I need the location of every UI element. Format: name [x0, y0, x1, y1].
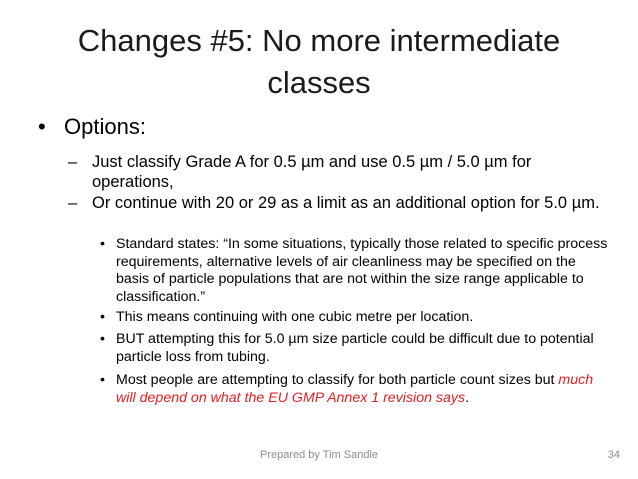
detail-text-2: This means continuing with one cubic metre per location.: [116, 309, 474, 325]
footer-author: Prepared by Tim Sandle: [259, 449, 378, 461]
detail-item-3: [100, 331, 608, 366]
page-number: 34: [607, 449, 620, 461]
option-item-2: [68, 193, 608, 213]
option-dash-marker: –: [68, 194, 78, 212]
detail-bullet-marker: •: [100, 236, 105, 252]
option-item-1: [68, 152, 608, 192]
detail-bullet-marker: •: [100, 372, 105, 388]
options-bullet-marker: •: [38, 114, 46, 139]
detail-item-1: [100, 236, 608, 306]
detail-text-1: Standard states: “In some situations, typically those related to specific process requirements, alternative levels of air cleanliness may be specified on the basis of particle populations that are not within the size range applicable to classification.”: [116, 236, 608, 305]
slide-title: [40, 20, 598, 104]
detail-bullet-marker: •: [100, 331, 105, 347]
annex-1-emphasis: much will depend on what the EU GMP Annex 1 revision says: [116, 372, 594, 406]
detail-text-3: BUT attempting this for 5.0 µm size particle could be difficult due to potential particle loss from tubing.: [116, 331, 594, 365]
option-text-1: Just classify Grade A for 0.5 µm and use 0.5 µm / 5.0 µm for operations,: [92, 153, 532, 191]
detail-item-2: [100, 309, 608, 327]
options-label: Options:: [64, 114, 146, 139]
detail-bullet-marker: •: [100, 309, 105, 325]
option-text-2: Or continue with 20 or 29 as a limit as an additional option for 5.0 µm.: [92, 194, 600, 212]
option-dash-marker: –: [68, 153, 78, 171]
detail-text-4: [116, 372, 608, 407]
slide-title-line-2: classes: [267, 65, 371, 100]
slide-title-line-1: Changes #5: No more intermediate: [77, 23, 561, 58]
detail-text-4-lead: Most people are attempting to classify for both particle count sizes but: [116, 372, 559, 388]
options-bullet-item: [38, 112, 146, 142]
detail-item-4: [100, 372, 608, 407]
detail-text-4-end: .: [465, 389, 470, 406]
